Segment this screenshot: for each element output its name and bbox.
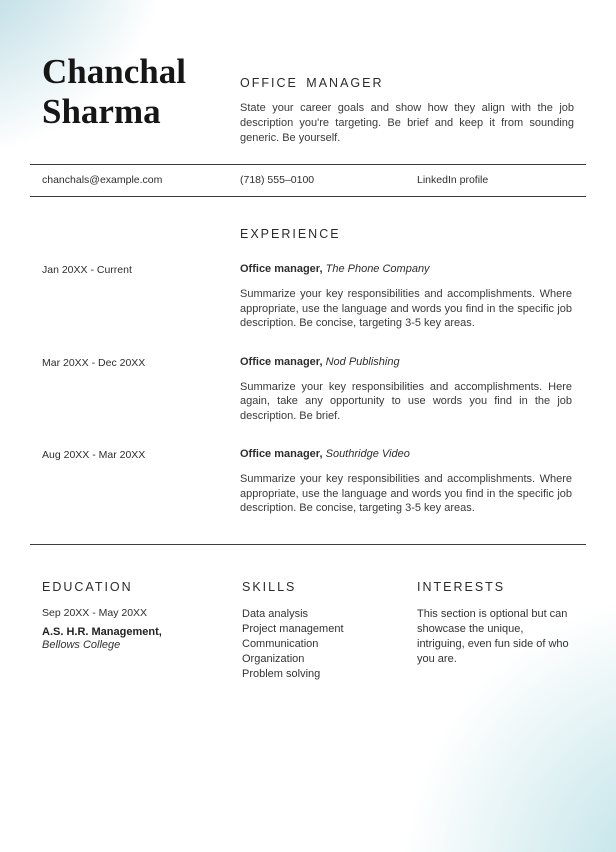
section-divider [30,544,586,545]
job-dates: Mar 20XX - Dec 20XX [42,356,146,369]
job-company: The Phone Company [325,263,430,275]
bottom-sections [30,580,586,682]
experience-entry [42,356,574,424]
skills-heading: SKILLS [242,579,297,594]
job-title: Office manager, [240,448,323,460]
contact-linkedin-link[interactable]: LinkedIn profile [417,174,489,186]
job-description: Summarize your key responsibilities and accomplishments. Where appropriate, use the language and words you find in the specific job description. Be concise, targeting 3-5 key areas. [240,288,572,329]
person-name-line2: Sharma [42,92,161,131]
job-dates: Aug 20XX - Mar 20XX [42,449,146,461]
person-name [42,52,240,132]
job-company: Nod Publishing [325,355,400,368]
skill-item: Communication [242,637,319,650]
job-details [240,263,574,331]
contact-phone: (718) 555–0100 [240,174,315,186]
experience-entry [42,448,574,516]
skill-item: Problem solving [242,667,321,680]
interests-section [417,580,574,682]
contact-email: chanchals@example.com [42,174,163,186]
skill-item: Data analysis [242,607,309,620]
skill-item: Project management [242,622,344,635]
job-details [240,356,574,424]
job-title-line [240,263,574,275]
job-description: Summarize your key responsibilities and accomplishments. Here again, take any opportunity to use words you find in the job description. Be brief. [240,380,572,422]
job-description: Summarize your key responsibilities and accomplishments. Where appropriate, use the language and words you find in the specific job description. Be concise, targeting 3-5 key areas. [240,473,572,514]
job-dates: Jan 20XX - Current [42,264,132,276]
job-title-line [240,356,574,368]
career-summary: State your career goals and show how they align with the job description you're targeting. Be brief and keep it from sounding generic. Be yourself. [240,102,574,144]
header [30,52,586,146]
skills-section [242,580,417,682]
job-title-line [240,448,574,460]
education-heading: EDUCATION [42,579,133,594]
resume-page [0,52,616,852]
education-section [42,580,242,682]
experience-section [30,227,586,516]
education-degree: A.S. H.R. Management, [42,625,162,638]
skills-list [242,607,417,682]
education-dates: Sep 20XX - May 20XX [42,606,148,619]
role-block [240,52,574,146]
skill-item: Organization [242,652,305,665]
experience-heading: EXPERIENCE [240,227,341,241]
job-title: Office manager, [240,263,323,275]
job-title: Office manager, [240,355,323,368]
job-title-heading: OFFICE MANAGER [240,76,384,90]
person-name-line1: Chanchal [42,52,186,91]
experience-entry [42,263,574,331]
name-block [42,52,240,146]
contact-bar [30,164,586,197]
job-company: Southridge Video [325,448,410,460]
job-details [240,448,574,516]
education-school: Bellows College [42,638,121,651]
interests-text: This section is optional but can showcase the unique, intriguing, even fun side of who you are. [417,607,569,665]
interests-heading: INTERESTS [417,579,506,594]
